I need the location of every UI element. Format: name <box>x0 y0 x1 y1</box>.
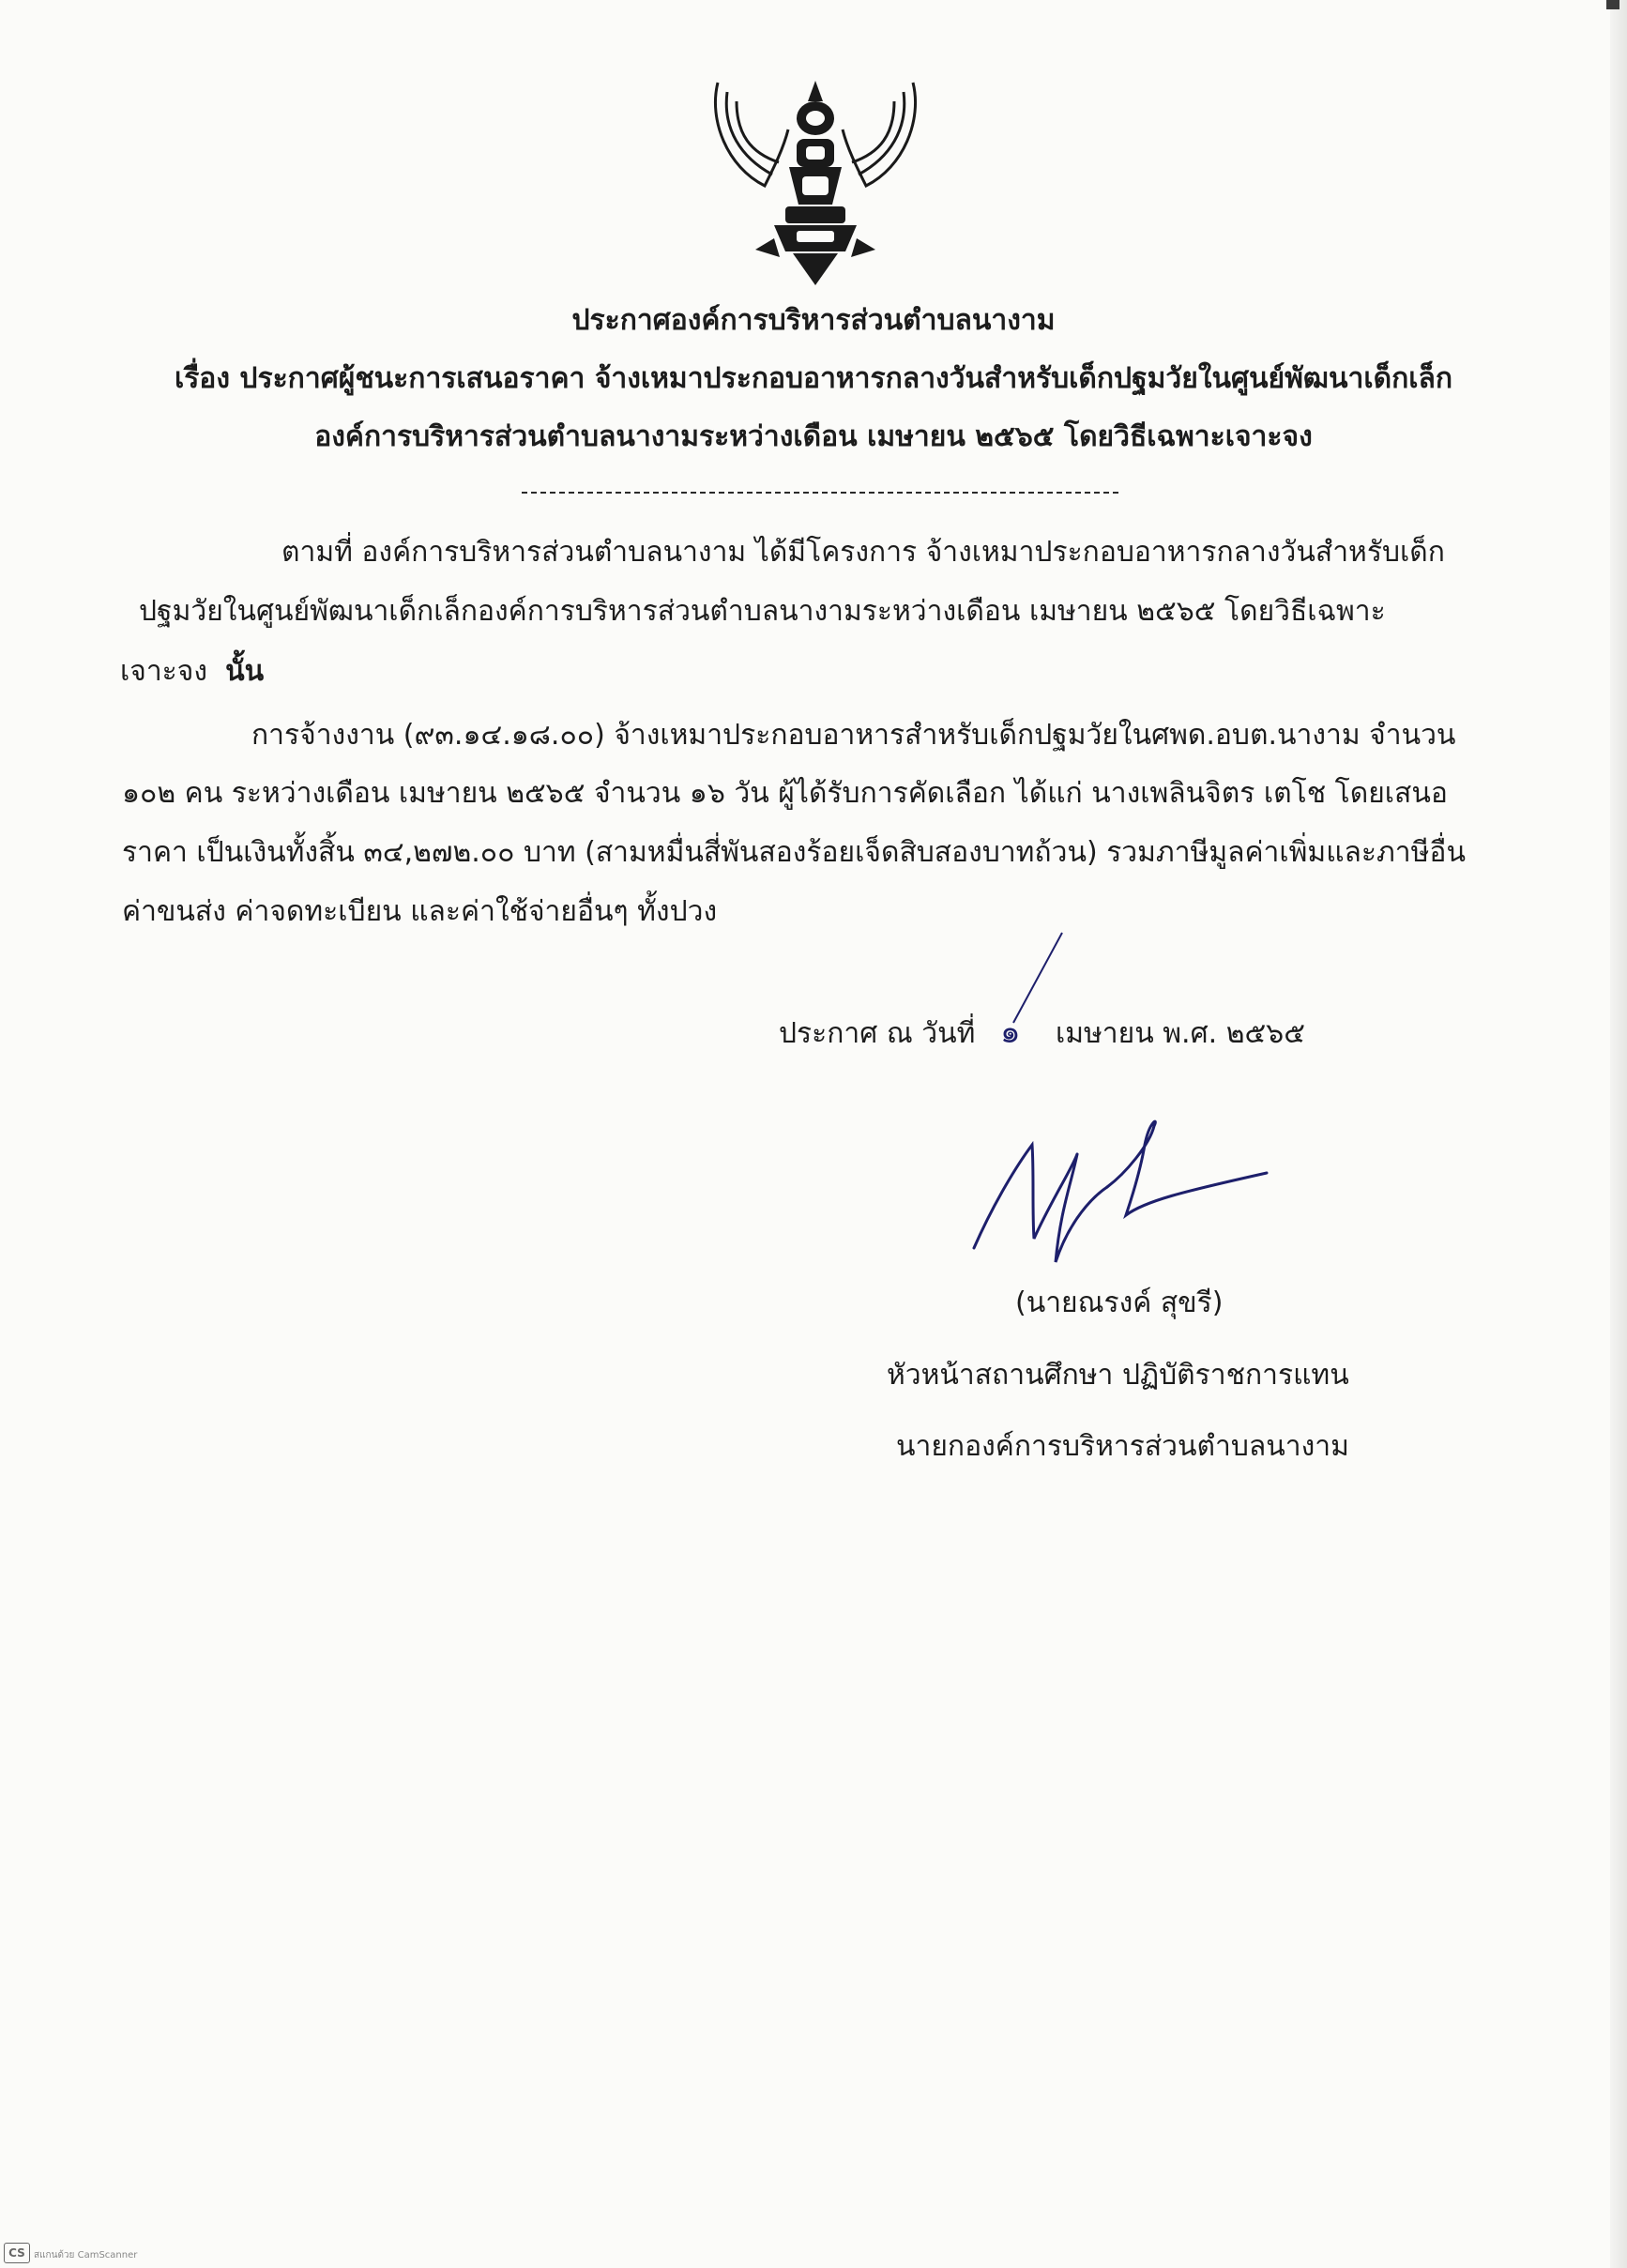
date-prefix: ประกาศ ณ วันที่ <box>779 1017 976 1050</box>
camscanner-logo-icon: CS <box>4 2243 30 2263</box>
issuer-heading: ประกาศองค์การบริหารส่วนตำบลนางาม <box>571 304 1056 337</box>
signer-title-line-2: นายกองค์การบริหารส่วนตำบลนางาม <box>896 1430 1349 1463</box>
paragraph-2-line-2: ๑๐๒ คน ระหว่างเดือน เมษายน ๒๕๖๕ จำนวน ๑๖ วัน ผู้ได้รับการคัดเลือก ได้แก่ นางเพลินจิตร เตโช โดยเสนอ <box>122 777 1448 810</box>
paragraph-2-line-4: ค่าขนส่ง ค่าจดทะเบียน และค่าใช้จ่ายอื่นๆ ทั้งปวง <box>122 895 718 928</box>
date-day-handwritten: ๑ <box>1000 1013 1021 1051</box>
paragraph-2-line-3: ราคา เป็นเงินทั้งสิ้น ๓๔,๒๗๒.๐๐ บาท (สามหมื่นสี่พันสองร้อยเจ็ดสิบสองบาทถ้วน) รวมภาษีมูลค่าเพิ่มและภาษีอื่น <box>122 836 1466 869</box>
camscanner-footer-text: สแกนด้วย CamScanner <box>34 2250 138 2260</box>
paragraph-1-line-2: ปฐมวัยในศูนย์พัฒนาเด็กเล็กองค์การบริหารส่วนตำบลนางามระหว่างเดือน เมษายน ๒๕๖๕ โดยวิธีเฉพาะ <box>139 595 1386 628</box>
paragraph-1-line-1: ตามที่ องค์การบริหารส่วนตำบลนางาม ได้มีโครงการ จ้างเหมาประกอบอาหารกลางวันสำหรับเด็ก <box>281 536 1445 569</box>
date-suffix: เมษายน พ.ศ. ๒๕๖๕ <box>1056 1017 1305 1050</box>
paragraph-2-line-1: การจ้างงาน (๙๓.๑๔.๑๘.๐๐) จ้างเหมาประกอบอาหารสำหรับเด็กปฐมวัยในศพด.อบต.นางาม จำนวน <box>251 719 1456 752</box>
paragraph-1-closing-word: นั้น <box>225 655 265 688</box>
signer-name: (นายณรงค์ สุขรี) <box>1015 1286 1224 1319</box>
paragraph-1-line-3 <box>120 649 264 693</box>
signer-title-line-1: หัวหน้าสถานศึกษา ปฏิบัติราชการแทน <box>887 1359 1349 1392</box>
signature <box>966 1107 1276 1267</box>
garuda-emblem-icon <box>699 64 932 289</box>
subject-line-2: องค์การบริหารส่วนตำบลนางามระหว่างเดือน เมษายน ๒๕๖๕ โดยวิธีเฉพาะเจาะจง <box>314 420 1313 453</box>
scan-corner-mark <box>1606 0 1619 9</box>
subject-line-1: เรื่อง ประกาศผู้ชนะการเสนอราคา จ้างเหมาประกอบอาหารกลางวันสำหรับเด็กปฐมวัยในศูนย์พัฒนาเด็กเล็ก <box>174 362 1453 395</box>
divider-line <box>522 492 1118 494</box>
paragraph-1-text-end: เจาะจง <box>120 655 208 688</box>
